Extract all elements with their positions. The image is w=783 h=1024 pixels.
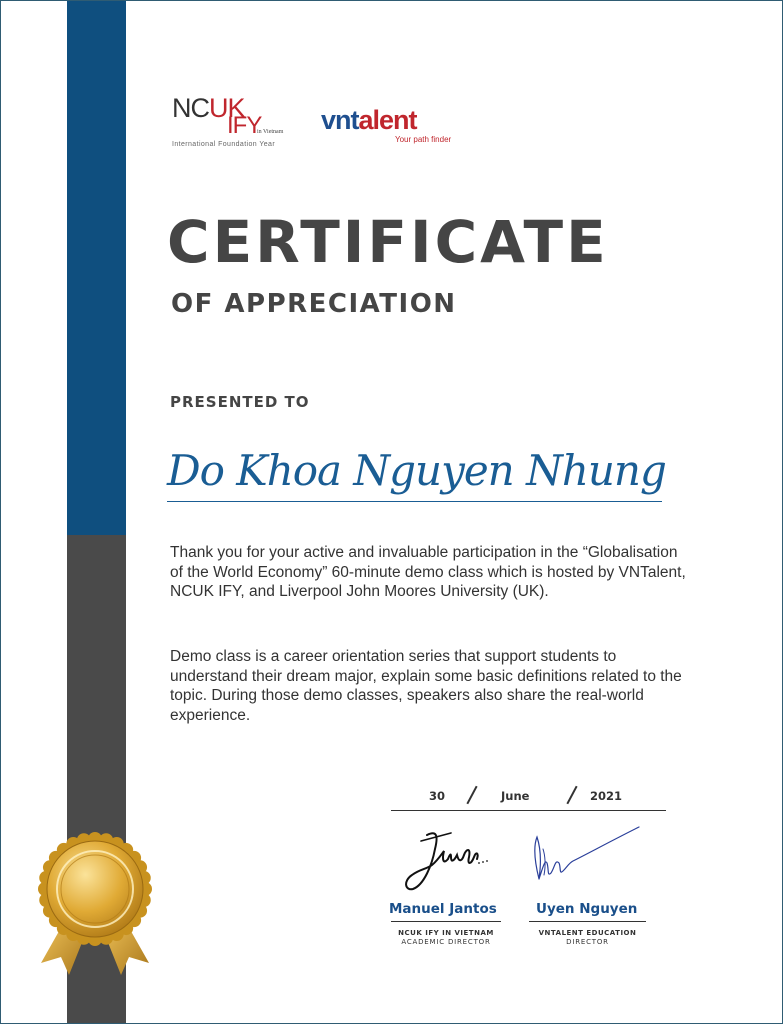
date-month: June — [501, 789, 530, 803]
signatory-organization: NCUK IFY IN VIETNAM — [398, 929, 494, 937]
date-separator — [566, 786, 577, 805]
ncuk-ify-logo: NCUK IFY in Vietnam International Foundation Year — [172, 93, 284, 148]
signatory-name: Manuel Jantos — [389, 901, 497, 917]
date — [391, 785, 666, 811]
signatory-line — [391, 921, 501, 922]
blue-side-band — [67, 1, 126, 535]
recipient-underline — [167, 501, 662, 502]
presented-to-label: PRESENTED TO — [170, 393, 310, 411]
date-year: 2021 — [590, 789, 623, 803]
signatory-organization: VNTALENT EDUCATION — [538, 929, 637, 937]
thank-you-paragraph: Thank you for your active and invaluable participation in the “Globalisation of the World Economy” 60-minute demo class which is hosted by VNTalent, NCUK IFY, and Liverpool John Moores University (UK). — [170, 544, 686, 600]
nguyen-signature — [529, 819, 644, 899]
date-separator — [466, 786, 477, 805]
signatory-name: Uyen Nguyen — [536, 901, 638, 917]
jantos-signature — [399, 819, 494, 899]
vntalent-logo: vntalent Your path finder — [321, 105, 452, 144]
signatory-line — [529, 921, 646, 922]
description-paragraph: Demo class is a career orientation series that support students to understand their dream major, explain some basic definitions related to the topic. During those demo classes, speakers also share the real-world experience. — [170, 648, 682, 724]
certificate-title: CERTIFICATE — [167, 208, 609, 276]
date-underline — [391, 810, 666, 811]
signatory-role: DIRECTOR — [566, 938, 609, 946]
recipient-name: Do Khoa Nguyen Nhung — [167, 446, 666, 495]
date-day: 30 — [429, 789, 446, 803]
certificate-subtitle: OF APPRECIATION — [171, 289, 457, 319]
gold-seal-icon — [27, 829, 163, 979]
signatory-role: ACADEMIC DIRECTOR — [401, 938, 491, 946]
